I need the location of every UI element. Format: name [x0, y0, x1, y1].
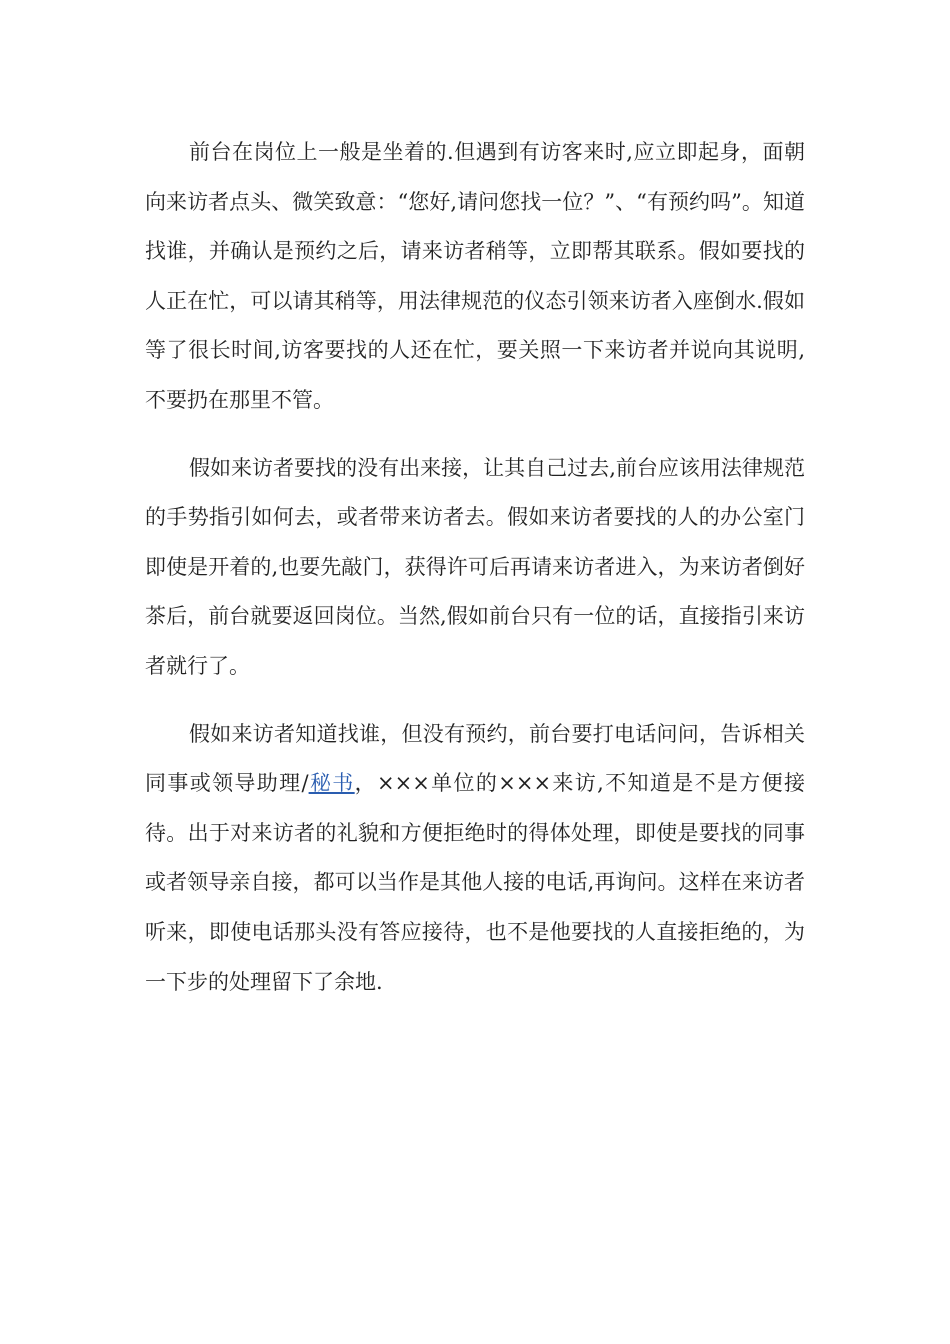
- paragraph-guiding-visitor: 假如来访者要找的没有出来接，让其自己过去,前台应该用法律规范的手势指引如何去，或者带来访者去。假如来访者要找的人的办公室门即使是开着的,也要先敲门，获得许可后再请来访者进入，为来访者倒好茶后，前台就要返回岗位。当然,假如前台只有一位的话，直接指引来访者就行了。: [145, 455, 805, 678]
- document-body: [145, 128, 805, 1007]
- secretary-link[interactable]: 秘书: [308, 771, 355, 796]
- paragraph-text-before-link: 假如来访者知道找谁，但没有预约，前台要打电话问问，告诉相关同事或领导助理/: [145, 721, 805, 796]
- paragraph-reception-greeting: 前台在岗位上一般是坐着的.但遇到有访客来时,应立即起身，面朝向来访者点头、微笑致意：“您好,请问您找一位？”、“有预约吗”。知道找谁，并确认是预约之后，请来访者稍等，立即帮其联系。假如要找的人正在忙，可以请其稍等，用法律规范的仪态引领来访者入座倒水.假如等了很长时间,访客要找的人还在忙，要关照一下来访者并说向其说明,不要扔在那里不管。: [145, 140, 805, 412]
- paragraph-text-after-link: ，×××单位的×××来访,不知道是不是方便接待。出于对来访者的礼貌和方便拒绝时的得体处理，即使是要找的同事或者领导亲自接，都可以当作是其他人接的电话,再询问。这样在来访者听来，即使电话那头没有答应接待，也不是他要找的人直接拒绝的，为一下步的处理留下了余地.: [145, 771, 806, 994]
- paragraph-no-appointment: [145, 710, 805, 1008]
